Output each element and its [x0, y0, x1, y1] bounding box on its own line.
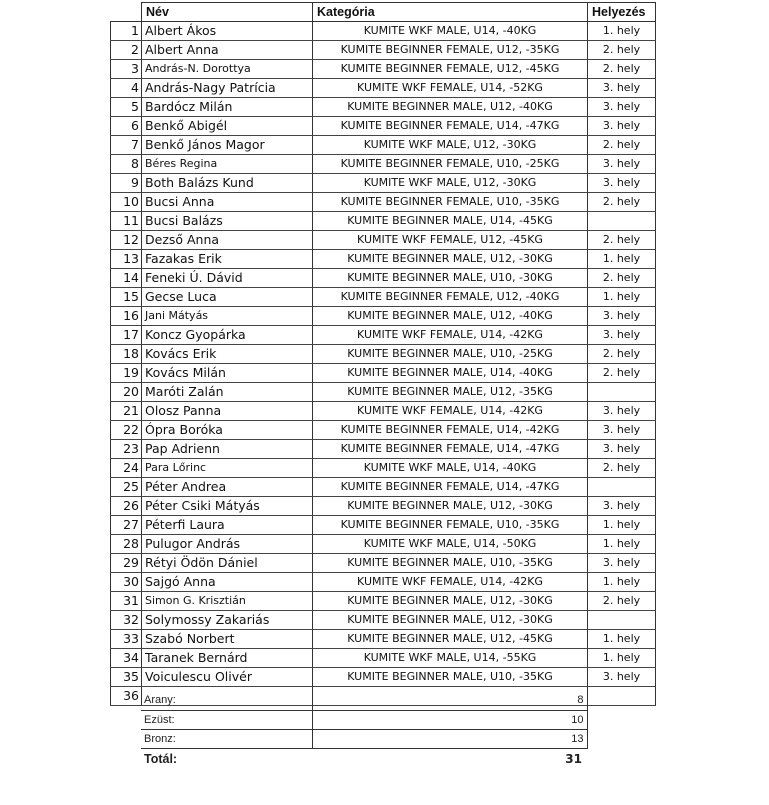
table-row — [111, 193, 656, 212]
category: KUMITE BEGINNER FEMALE, U12, -40KG — [313, 288, 588, 307]
summary-value: 10 — [312, 710, 587, 729]
total-label: Totál: — [144, 751, 178, 766]
category: KUMITE BEGINNER MALE, U12, -30KG — [313, 592, 588, 611]
table-body — [111, 22, 656, 706]
category: KUMITE BEGINNER MALE, U10, -30KG — [313, 269, 588, 288]
row-number: 17 — [111, 326, 142, 345]
table-row — [111, 497, 656, 516]
placement: 2. hely — [588, 269, 656, 288]
table-row — [111, 554, 656, 573]
category: KUMITE WKF FEMALE, U14, -42KG — [313, 573, 588, 592]
athlete-name: Jani Mátyás — [142, 307, 313, 326]
placement: 2. hely — [588, 345, 656, 364]
athlete-name: Fazakas Erik — [142, 250, 313, 269]
athlete-name: Péterfi Laura — [142, 516, 313, 535]
category: KUMITE BEGINNER MALE, U12, -40KG — [313, 307, 588, 326]
summary-row — [141, 691, 587, 710]
placement: 3. hely — [588, 402, 656, 421]
row-number: 36 — [111, 687, 142, 706]
placement: 3. hely — [588, 497, 656, 516]
summary-body — [141, 691, 587, 768]
row-number: 3 — [111, 60, 142, 79]
athlete-name: Ópra Boróka — [142, 421, 313, 440]
athlete-name: András-Nagy Patrícia — [142, 79, 313, 98]
placement: 2. hely — [588, 592, 656, 611]
placement: 3. hely — [588, 554, 656, 573]
category: KUMITE BEGINNER MALE, U12, -30KG — [313, 497, 588, 516]
placement: 2. hely — [588, 136, 656, 155]
row-number: 16 — [111, 307, 142, 326]
table-row — [111, 212, 656, 231]
table-row — [111, 364, 656, 383]
table-row — [111, 459, 656, 478]
placement: 3. hely — [588, 307, 656, 326]
table-row — [111, 136, 656, 155]
category: KUMITE WKF FEMALE, U14, -52KG — [313, 79, 588, 98]
category: KUMITE BEGINNER FEMALE, U10, -35KG — [313, 193, 588, 212]
athlete-name: Dezső Anna — [142, 231, 313, 250]
athlete-name: Gecse Luca — [142, 288, 313, 307]
placement: 1. hely — [588, 250, 656, 269]
row-number: 27 — [111, 516, 142, 535]
row-number: 34 — [111, 649, 142, 668]
category: KUMITE BEGINNER FEMALE, U14, -47KG — [313, 117, 588, 136]
table-row — [111, 250, 656, 269]
placement: 3. hely — [588, 421, 656, 440]
athlete-name: Bardócz Milán — [142, 98, 313, 117]
athlete-name: Albert Ákos — [142, 22, 313, 41]
placement: 3. hely — [588, 668, 656, 687]
row-number: 24 — [111, 459, 142, 478]
row-number: 9 — [111, 174, 142, 193]
row-number: 6 — [111, 117, 142, 136]
row-number: 12 — [111, 231, 142, 250]
table-row — [111, 60, 656, 79]
category: KUMITE WKF MALE, U12, -30KG — [313, 174, 588, 193]
athlete-name: Péter Csiki Mátyás — [142, 497, 313, 516]
placement — [588, 383, 656, 402]
category: KUMITE BEGINNER FEMALE, U14, -42KG — [313, 421, 588, 440]
row-number: 28 — [111, 535, 142, 554]
category: KUMITE WKF MALE, U14, -40KG — [313, 22, 588, 41]
category: KUMITE BEGINNER MALE, U14, -45KG — [313, 212, 588, 231]
table-row — [111, 383, 656, 402]
athlete-name: Pulugor András — [142, 535, 313, 554]
row-number: 10 — [111, 193, 142, 212]
summary-row — [141, 710, 587, 729]
table-row — [111, 307, 656, 326]
placement: 1. hely — [588, 288, 656, 307]
athlete-name: Péter Andrea — [142, 478, 313, 497]
athlete-name: Koncz Gyopárka — [142, 326, 313, 345]
placement: 1. hely — [588, 516, 656, 535]
row-number: 22 — [111, 421, 142, 440]
row-number: 26 — [111, 497, 142, 516]
category: KUMITE BEGINNER FEMALE, U10, -25KG — [313, 155, 588, 174]
row-number: 4 — [111, 79, 142, 98]
row-number: 21 — [111, 402, 142, 421]
table-row — [111, 174, 656, 193]
category: KUMITE WKF FEMALE, U14, -42KG — [313, 326, 588, 345]
placement: 2. hely — [588, 364, 656, 383]
row-number: 19 — [111, 364, 142, 383]
placement: 2. hely — [588, 231, 656, 250]
row-number: 31 — [111, 592, 142, 611]
athlete-name: Benkő János Magor — [142, 136, 313, 155]
athlete-name: Albert Anna — [142, 41, 313, 60]
row-number: 23 — [111, 440, 142, 459]
athlete-name: Sajgó Anna — [142, 573, 313, 592]
placement: 1. hely — [588, 649, 656, 668]
category: KUMITE BEGINNER MALE, U12, -35KG — [313, 383, 588, 402]
row-number: 35 — [111, 668, 142, 687]
row-number: 18 — [111, 345, 142, 364]
table-row — [111, 478, 656, 497]
table-row — [111, 326, 656, 345]
category: KUMITE WKF MALE, U14, -40KG — [313, 459, 588, 478]
table-row — [111, 345, 656, 364]
header-num — [111, 3, 142, 22]
category: KUMITE BEGINNER MALE, U12, -30KG — [313, 611, 588, 630]
category: KUMITE WKF FEMALE, U12, -45KG — [313, 231, 588, 250]
category: KUMITE BEGINNER MALE, U10, -35KG — [313, 554, 588, 573]
athlete-name: Simon G. Krisztián — [142, 592, 313, 611]
table-row — [111, 649, 656, 668]
header-name: Név — [142, 3, 313, 22]
row-number: 13 — [111, 250, 142, 269]
table-row — [111, 288, 656, 307]
placement — [588, 687, 656, 706]
athlete-name: Both Balázs Kund — [142, 174, 313, 193]
placement: 2. hely — [588, 459, 656, 478]
table-row — [111, 668, 656, 687]
table-row — [111, 535, 656, 554]
athlete-name: Para Lőrinc — [142, 459, 313, 478]
row-number: 5 — [111, 98, 142, 117]
athlete-name: Benkő Abigél — [142, 117, 313, 136]
table-row — [111, 22, 656, 41]
athlete-name: András-N. Dorottya — [142, 60, 313, 79]
summary-value: 8 — [312, 691, 587, 710]
placement: 3. hely — [588, 79, 656, 98]
athlete-name: Béres Regina — [142, 155, 313, 174]
athlete-name: Szabó Norbert — [142, 630, 313, 649]
athlete-name: Taranek Bernárd — [142, 649, 313, 668]
row-number: 33 — [111, 630, 142, 649]
row-number: 11 — [111, 212, 142, 231]
placement: 3. hely — [588, 174, 656, 193]
category: KUMITE WKF FEMALE, U14, -42KG — [313, 402, 588, 421]
table-row — [111, 592, 656, 611]
summary-label: Ezüst: — [141, 710, 312, 729]
table-row — [111, 440, 656, 459]
athlete-name: Kovács Erik — [142, 345, 313, 364]
table-row — [111, 421, 656, 440]
row-number: 25 — [111, 478, 142, 497]
category: KUMITE BEGINNER FEMALE, U10, -35KG — [313, 516, 588, 535]
athlete-name: Bucsi Anna — [142, 193, 313, 212]
total-value: 31 — [565, 751, 582, 766]
athlete-name: Feneki Ú. Dávid — [142, 269, 313, 288]
summary-table — [141, 691, 588, 768]
athlete-name: Rétyi Ödön Dániel — [142, 554, 313, 573]
category: KUMITE BEGINNER FEMALE, U12, -45KG — [313, 60, 588, 79]
placement: 3. hely — [588, 326, 656, 345]
category: KUMITE WKF MALE, U14, -55KG — [313, 649, 588, 668]
row-number: 30 — [111, 573, 142, 592]
total-row — [141, 749, 587, 768]
placement: 3. hely — [588, 155, 656, 174]
athlete-name: Kovács Milán — [142, 364, 313, 383]
category: KUMITE BEGINNER MALE, U10, -25KG — [313, 345, 588, 364]
row-number: 29 — [111, 554, 142, 573]
category: KUMITE WKF MALE, U12, -30KG — [313, 136, 588, 155]
placement: 3. hely — [588, 117, 656, 136]
athlete-name: Solymossy Zakariás — [142, 611, 313, 630]
placement — [588, 611, 656, 630]
category: KUMITE BEGINNER FEMALE, U12, -35KG — [313, 41, 588, 60]
header-category: Kategória — [313, 3, 588, 22]
table-row — [111, 402, 656, 421]
category: KUMITE BEGINNER FEMALE, U14, -47KG — [313, 440, 588, 459]
summary-row — [141, 730, 587, 749]
category: KUMITE BEGINNER MALE, U12, -30KG — [313, 250, 588, 269]
row-number: 2 — [111, 41, 142, 60]
athlete-name: Bucsi Balázs — [142, 212, 313, 231]
results-table — [110, 2, 656, 706]
category: KUMITE BEGINNER FEMALE, U14, -47KG — [313, 478, 588, 497]
row-number: 7 — [111, 136, 142, 155]
row-number: 8 — [111, 155, 142, 174]
category: KUMITE BEGINNER MALE, U12, -40KG — [313, 98, 588, 117]
row-number: 15 — [111, 288, 142, 307]
category: KUMITE BEGINNER MALE, U14, -40KG — [313, 364, 588, 383]
row-number: 1 — [111, 22, 142, 41]
athlete-name: Pap Adrienn — [142, 440, 313, 459]
table-row — [111, 573, 656, 592]
row-number: 14 — [111, 269, 142, 288]
placement: 2. hely — [588, 41, 656, 60]
table-row — [111, 516, 656, 535]
table-row — [111, 117, 656, 136]
category: KUMITE BEGINNER MALE, U12, -45KG — [313, 630, 588, 649]
table-row — [111, 269, 656, 288]
category: KUMITE BEGINNER MALE, U10, -35KG — [313, 668, 588, 687]
athlete-name: Olosz Panna — [142, 402, 313, 421]
table-row — [111, 79, 656, 98]
placement — [588, 478, 656, 497]
table-row — [111, 611, 656, 630]
placement — [588, 212, 656, 231]
athlete-name: Voiculescu Olivér — [142, 668, 313, 687]
placement: 3. hely — [588, 440, 656, 459]
row-number: 20 — [111, 383, 142, 402]
table-row — [111, 231, 656, 250]
placement: 1. hely — [588, 630, 656, 649]
table-row — [111, 630, 656, 649]
header-place: Helyezés — [588, 3, 656, 22]
placement: 3. hely — [588, 98, 656, 117]
row-number: 32 — [111, 611, 142, 630]
table-row — [111, 155, 656, 174]
placement: 1. hely — [588, 573, 656, 592]
placement: 2. hely — [588, 60, 656, 79]
placement: 1. hely — [588, 22, 656, 41]
summary-label: Arany: — [141, 691, 312, 710]
category: KUMITE WKF MALE, U14, -50KG — [313, 535, 588, 554]
header-row — [111, 3, 656, 22]
table-row — [111, 41, 656, 60]
summary-label: Bronz: — [141, 730, 312, 749]
athlete-name: Maróti Zalán — [142, 383, 313, 402]
table-row — [111, 98, 656, 117]
placement: 2. hely — [588, 193, 656, 212]
placement: 1. hely — [588, 535, 656, 554]
summary-value: 13 — [312, 730, 587, 749]
